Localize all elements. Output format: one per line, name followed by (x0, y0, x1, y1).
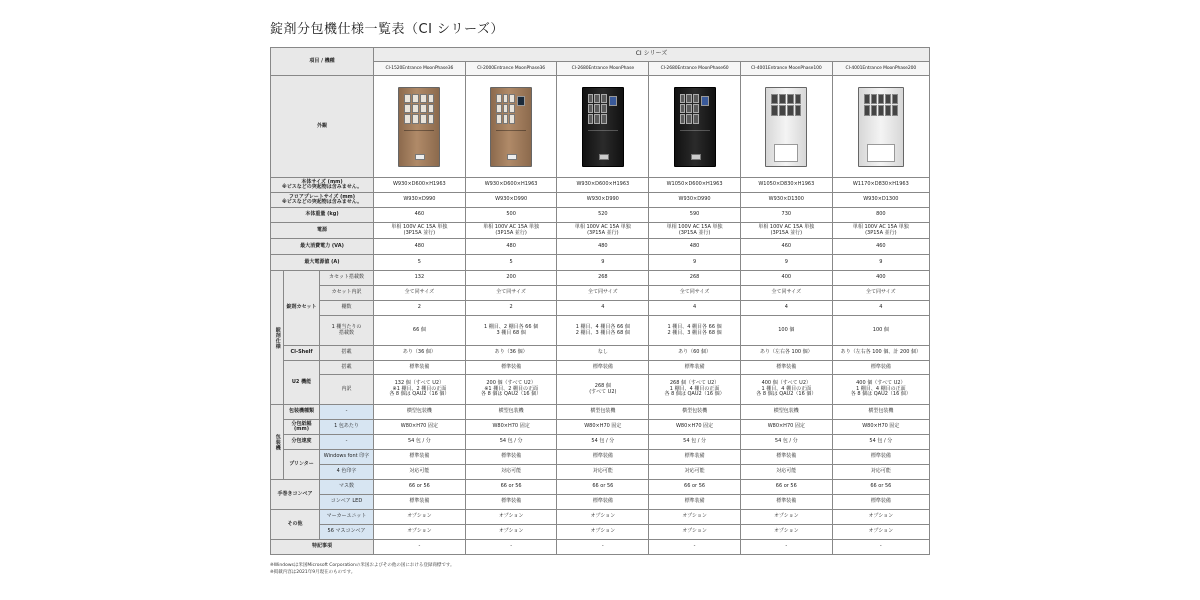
cell: オプション (740, 510, 832, 525)
cell: あり（60 個） (649, 346, 741, 361)
sub-label: 搭載 (320, 346, 374, 361)
sub-label: 内訳 (320, 375, 374, 405)
cell: 対応可能 (557, 465, 649, 480)
conveyor-label: 手巻きコンベア (271, 480, 320, 510)
cell: 標準装備 (557, 495, 649, 510)
cell: W930×D600×H1963 (557, 178, 649, 193)
sub-label: - (320, 435, 374, 450)
cell: 4 (649, 301, 741, 316)
cell: W80×H70 固定 (465, 420, 557, 435)
cell: 520 (557, 208, 649, 223)
cell: オプション (649, 510, 741, 525)
cell: オプション (465, 525, 557, 540)
cell: 132 個（すべて U2） ※1 棚目、2 棚目の正面 各 8 個は QAU2（16 個） (374, 375, 466, 405)
row-label: 本体サイズ (mm) ※ビスなどの突起物は含みません。 (271, 178, 374, 193)
header-series-label: CI シリーズ (374, 48, 930, 62)
row-conveyor-masu (271, 480, 930, 495)
cell: 800 (832, 208, 929, 223)
cell: 標準装備 (832, 450, 929, 465)
cell: W930×D1300 (832, 193, 929, 208)
cell: 1 棚目、2 棚目各 66 個 3 棚目 68 個 (465, 316, 557, 346)
white-dispenser-icon (765, 87, 807, 167)
cell: 54 包 / 分 (557, 435, 649, 450)
cell: あり（左右各 100 個） (740, 346, 832, 361)
model-name: CI-4001Entrance MoonPhase100 (740, 62, 832, 76)
sub-label: - (320, 405, 374, 420)
other-label: その他 (271, 510, 320, 540)
spec-table (270, 47, 930, 555)
cell: 標準装備 (374, 450, 466, 465)
sub-label: カセット搭載数 (320, 271, 374, 286)
row-max-current (271, 255, 930, 271)
cell: 単相 100V AC 15A 単独 (3P15A 並行) (557, 223, 649, 239)
cell: 480 (374, 239, 466, 255)
cell: オプション (374, 510, 466, 525)
cell: 標準装備 (740, 361, 832, 375)
footnotes (270, 563, 455, 577)
cell: 標準装備 (832, 361, 929, 375)
brown-dispenser-icon (398, 87, 440, 167)
row-shelf (271, 346, 930, 361)
cell: 9 (740, 255, 832, 271)
sub-label: マーカーユニット (320, 510, 374, 525)
cell: 標準装備 (465, 450, 557, 465)
cell: 対応可能 (740, 465, 832, 480)
cell: 54 包 / 分 (740, 435, 832, 450)
cell: 590 (649, 208, 741, 223)
cell: 全て同サイズ (465, 286, 557, 301)
cell: 標準装備 (740, 450, 832, 465)
sub-label: 4 色印字 (320, 465, 374, 480)
cell: 横型包装機 (374, 405, 466, 420)
cell: 標準装備 (649, 361, 741, 375)
cell: 標準装備 (465, 361, 557, 375)
cell: 対応可能 (374, 465, 466, 480)
cell: 横型包装機 (557, 405, 649, 420)
cell: W1050×D830×H1963 (740, 178, 832, 193)
row-per-tier (271, 316, 930, 346)
row-weight (271, 208, 930, 223)
cell: W930×D600×H1963 (465, 178, 557, 193)
header-item-label: 項目 / 機種 (271, 48, 374, 76)
row-special (271, 540, 930, 555)
page-title: 錠剤分包機仕様一覧表（CI シリーズ） (270, 22, 504, 37)
row-conveyor-led (271, 495, 930, 510)
row-other-conveyor56 (271, 525, 930, 540)
cell: 横型包装機 (740, 405, 832, 420)
cell: W930×D1300 (740, 193, 832, 208)
sub-label: 棚数 (320, 301, 374, 316)
row-packing-type (271, 405, 930, 420)
cassette-label: 錠剤カセット (284, 271, 320, 346)
cell: 単相 100V AC 15A 単独 (3P15A 並行) (374, 223, 466, 239)
cell: 4 (557, 301, 649, 316)
cell: 対応可能 (832, 465, 929, 480)
cell: 54 包 / 分 (832, 435, 929, 450)
sub-label: コンベア LED (320, 495, 374, 510)
cell: 9 (649, 255, 741, 271)
cell: 66 or 56 (557, 480, 649, 495)
cell: なし (557, 346, 649, 361)
cell: 54 包 / 分 (374, 435, 466, 450)
row-paper-width (271, 420, 930, 435)
row-other-marker (271, 510, 930, 525)
row-max-power (271, 239, 930, 255)
sub-label: Windows font 印字 (320, 450, 374, 465)
u2-label: U2 機能 (284, 361, 320, 405)
cell: - (374, 540, 466, 555)
row-power (271, 223, 930, 239)
row-printer-color (271, 465, 930, 480)
row-label: 包装機種類 (284, 405, 320, 420)
row-label: 最大電源値 (A) (271, 255, 374, 271)
shelf-label: CI-Shelf (284, 346, 320, 361)
cell: W930×D990 (465, 193, 557, 208)
cell: 全て同サイズ (740, 286, 832, 301)
cell: 2 (465, 301, 557, 316)
row-label: 特記事項 (271, 540, 374, 555)
cell: あり（36 個） (374, 346, 466, 361)
header-row-series (271, 48, 930, 62)
sub-label: マス数 (320, 480, 374, 495)
cell: 単相 100V AC 15A 単独 (3P15A 並行) (649, 223, 741, 239)
sub-label: カセット内訳 (320, 286, 374, 301)
row-label: 分包速度 (284, 435, 320, 450)
cell: 全て同サイズ (374, 286, 466, 301)
photo-cell (649, 76, 741, 178)
cell: 200 (465, 271, 557, 286)
cell: 480 (465, 239, 557, 255)
row-label: フロアプレートサイズ (mm) ※ビスなどの突起物は含みません。 (271, 193, 374, 208)
row-label: 分包紙幅 (mm) (284, 420, 320, 435)
cell: 単相 100V AC 15A 単独 (3P15A 並行) (465, 223, 557, 239)
row-label: 本体重量 (kg) (271, 208, 374, 223)
cell: 400 個（すべて U2） 1 棚目、4 棚目の正面 各 8 個は QAU2（16 個） (832, 375, 929, 405)
cell: 54 包 / 分 (649, 435, 741, 450)
cell: 標準装備 (465, 495, 557, 510)
cell: 9 (557, 255, 649, 271)
photo-cell (740, 76, 832, 178)
cell: 100 個 (832, 316, 929, 346)
cell: 268 個（すべて U2） 1 棚目、4 棚目の正面 各 8 個は QAU2（16 個） (649, 375, 741, 405)
cell: 標準装備 (740, 495, 832, 510)
cell: W80×H70 固定 (649, 420, 741, 435)
white-dispenser-icon (858, 87, 904, 167)
cell: 66 or 56 (465, 480, 557, 495)
cell: 400 (832, 271, 929, 286)
cell: 標準装備 (832, 495, 929, 510)
cell: W1170×D830×H1963 (832, 178, 929, 193)
cell: 460 (740, 239, 832, 255)
cell: - (557, 540, 649, 555)
photo-label: 外観 (271, 76, 374, 178)
cell: W930×D990 (649, 193, 741, 208)
cell: 460 (832, 239, 929, 255)
photo-cell (832, 76, 929, 178)
cell: 標準装備 (557, 361, 649, 375)
cell: - (740, 540, 832, 555)
cell: 対応可能 (649, 465, 741, 480)
cell: 268 (649, 271, 741, 286)
cell: W930×D990 (557, 193, 649, 208)
row-printer-font (271, 450, 930, 465)
cell: 標準装備 (374, 361, 466, 375)
cell: あり（左右各 100 個、計 200 個） (832, 346, 929, 361)
cell: オプション (557, 510, 649, 525)
cell: 268 個 (すべて U2) (557, 375, 649, 405)
cell: 66 個 (374, 316, 466, 346)
cell: 5 (374, 255, 466, 271)
cell: オプション (649, 525, 741, 540)
row-cassette-breakdown (271, 286, 930, 301)
cell: 標準装備 (557, 450, 649, 465)
cell: オプション (740, 525, 832, 540)
cell: 54 包 / 分 (465, 435, 557, 450)
model-name: CI-2680Entrance MoonPhase60 (649, 62, 741, 76)
cell: 400 (740, 271, 832, 286)
row-tiers (271, 301, 930, 316)
cell: 460 (374, 208, 466, 223)
black-dispenser-icon (674, 87, 716, 167)
cell: 100 個 (740, 316, 832, 346)
cell: W80×H70 固定 (832, 420, 929, 435)
photo-cell (465, 76, 557, 178)
sub-label: 搭載 (320, 361, 374, 375)
cell: オプション (557, 525, 649, 540)
cell: 66 or 56 (832, 480, 929, 495)
cell: 1 棚目、4 棚目各 66 個 2 棚目、3 棚目各 68 個 (649, 316, 741, 346)
model-name: CI-4001Entrance MoonPhase200 (832, 62, 929, 76)
row-label: 電源 (271, 223, 374, 239)
photo-cell (374, 76, 466, 178)
row-speed (271, 435, 930, 450)
footnote: ※Windowsは米国Microsoft Corporationの米国およびその他の国における登録商標です。 (270, 563, 455, 568)
footnote: ※掲載内容は2021年9月現在のものです。 (270, 569, 356, 575)
cell: - (649, 540, 741, 555)
cell: 132 (374, 271, 466, 286)
cell: 500 (465, 208, 557, 223)
cell: 66 or 56 (374, 480, 466, 495)
group-label-tablet: 錠剤仕様 (271, 271, 284, 405)
model-name: CI-1520Entrance MoonPhase36 (374, 62, 466, 76)
cell: 66 or 56 (740, 480, 832, 495)
cell: 66 or 56 (649, 480, 741, 495)
cell: 9 (832, 255, 929, 271)
black-dispenser-icon (582, 87, 624, 167)
cell: 標準装備 (649, 495, 741, 510)
cell: 2 (374, 301, 466, 316)
cell: W930×D600×H1963 (374, 178, 466, 193)
cell: あり（36 個） (465, 346, 557, 361)
cell: 1 棚目、4 棚目各 66 個 2 棚目、3 棚目各 68 個 (557, 316, 649, 346)
cell: 730 (740, 208, 832, 223)
cell: - (832, 540, 929, 555)
brown-dispenser-icon (490, 87, 532, 167)
cell: W80×H70 固定 (374, 420, 466, 435)
cell: 標準装備 (374, 495, 466, 510)
cell: W930×D990 (374, 193, 466, 208)
cell: W1050×D600×H1963 (649, 178, 741, 193)
cell: 全て同サイズ (557, 286, 649, 301)
row-body-size (271, 178, 930, 193)
cell: W80×H70 固定 (740, 420, 832, 435)
cell: オプション (832, 510, 929, 525)
cell: 標準装備 (649, 450, 741, 465)
cell: 対応可能 (465, 465, 557, 480)
cell: オプション (374, 525, 466, 540)
row-label: 最大消費電力 (VA) (271, 239, 374, 255)
cell: 単相 100V AC 15A 単独 (3P15A 並行) (740, 223, 832, 239)
cell: 200 個（すべて U2） ※1 棚目、2 棚目の正面 各 8 個は QAU2（16 個） (465, 375, 557, 405)
cell: - (465, 540, 557, 555)
cell: 4 (832, 301, 929, 316)
cell: 横型包装機 (465, 405, 557, 420)
row-u2-mount (271, 361, 930, 375)
row-u2-detail (271, 375, 930, 405)
cell: 5 (465, 255, 557, 271)
row-cassette-count (271, 271, 930, 286)
cell: 400 個（すべて U2） 1 棚目、4 棚目の正面 各 8 個は QAU2（16 個） (740, 375, 832, 405)
cell: 横型包装機 (649, 405, 741, 420)
cell: オプション (465, 510, 557, 525)
cell: 全て同サイズ (649, 286, 741, 301)
cell: 480 (557, 239, 649, 255)
sub-label: 1 棚当たりの 搭載数 (320, 316, 374, 346)
cell: W80×H70 固定 (557, 420, 649, 435)
cell: 全て同サイズ (832, 286, 929, 301)
group-label-packing: 包装機 (271, 405, 284, 480)
cell: 480 (649, 239, 741, 255)
printer-label: プリンター (284, 450, 320, 480)
cell: 単相 100V AC 15A 単独 (3P15A 並行) (832, 223, 929, 239)
sub-label: 1 包あたり (320, 420, 374, 435)
model-name: CI-2000Entrance MoonPhase36 (465, 62, 557, 76)
row-floor-plate (271, 193, 930, 208)
cell: 横型包装機 (832, 405, 929, 420)
photo-row (271, 76, 930, 178)
photo-cell (557, 76, 649, 178)
cell: オプション (832, 525, 929, 540)
model-name: CI-2680Entrance MoonPhase (557, 62, 649, 76)
sub-label: 56 マスコンベア (320, 525, 374, 540)
cell: 268 (557, 271, 649, 286)
cell: 4 (740, 301, 832, 316)
